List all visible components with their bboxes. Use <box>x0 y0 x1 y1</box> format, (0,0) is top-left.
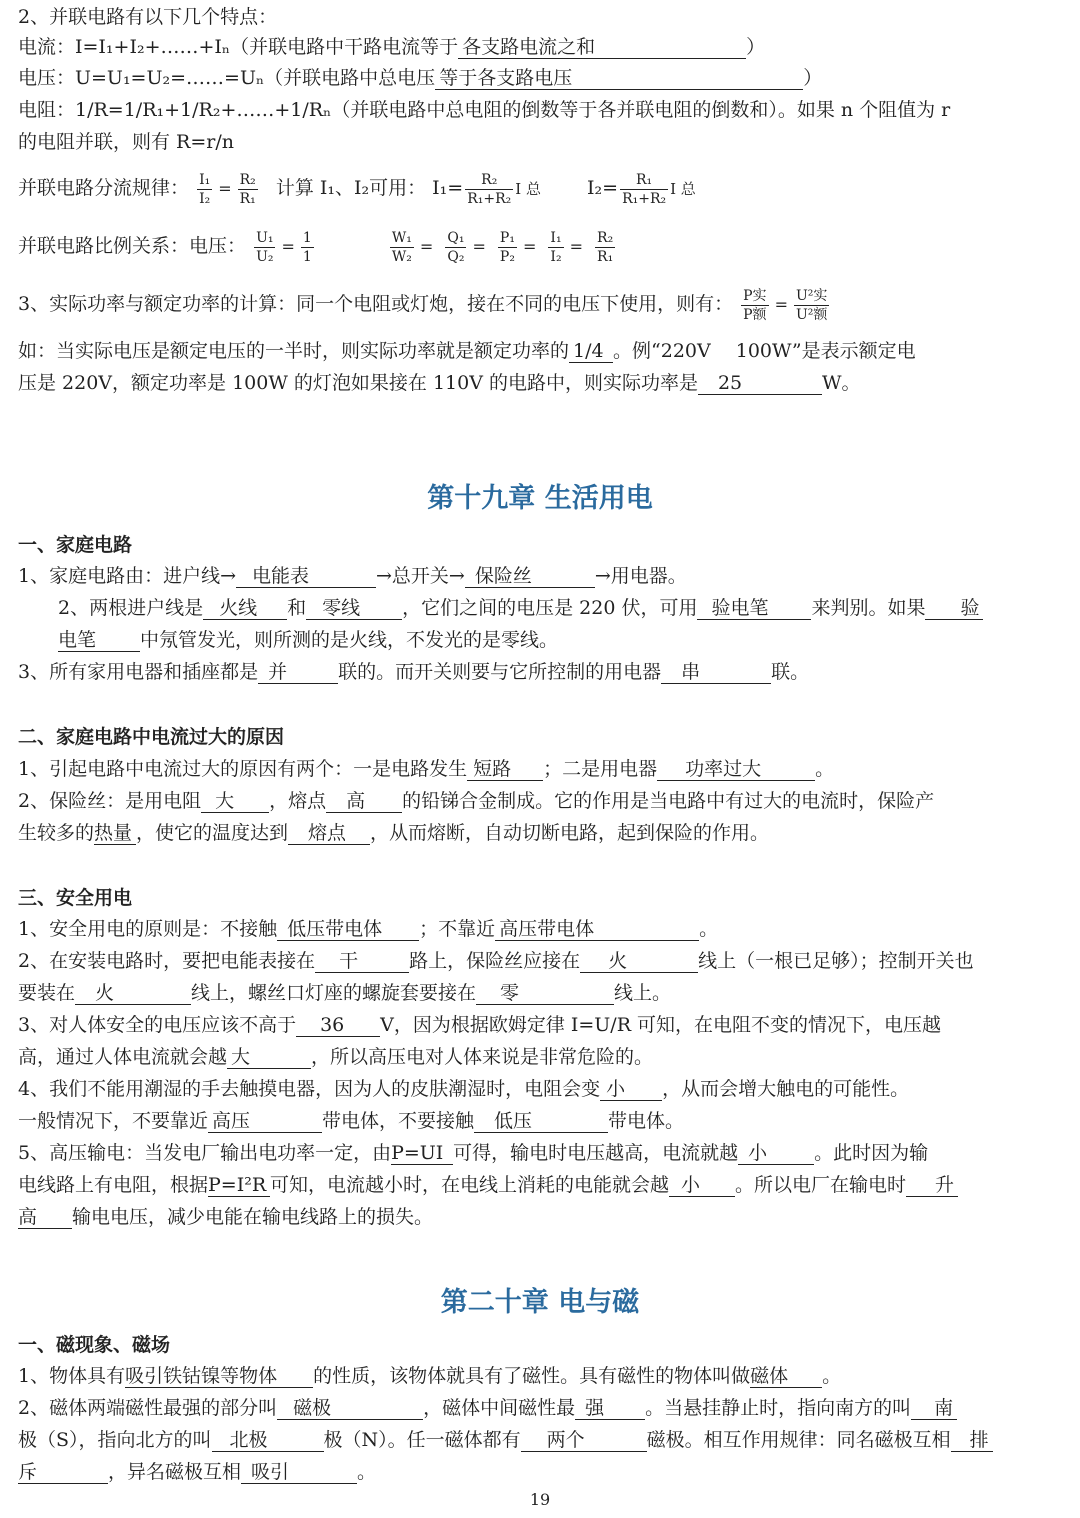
text-line: 3、所有家用电器和插座都是 并 联的。而开关则要与它所控制的用电器 串 联。 <box>18 661 810 683</box>
fraction: $\frac{\text{W₁}}{\text{W₂}}$ <box>391 229 412 265</box>
fraction: $\frac{\text{P实}}{\text{P额}}$ <box>743 287 767 323</box>
blank: 电笔 <box>58 629 140 652</box>
blank: 大 <box>227 1046 311 1069</box>
fraction: $\frac{\text{U₁}}{\text{U₂}}$ <box>256 229 274 265</box>
blank: 小 <box>600 1078 662 1101</box>
blank: 验 <box>925 597 983 620</box>
text-line: 1、引起电路中电流过大的原因有两个：一是电路发生 短路 ；二是用电器 功率过大 。 <box>18 758 835 780</box>
text-line: 斥 ，异名磁极互相 吸引 。 <box>18 1461 377 1483</box>
blank: 功率过大 <box>657 758 815 781</box>
fraction: $\frac{\text{R₂}}{\text{R₁}}$ <box>239 171 256 207</box>
fraction: $\frac{\text{I₁}}{\text{I₂}}$ <box>199 171 211 207</box>
fraction: $\frac{1}{1}$ <box>302 229 312 265</box>
power-line-1: 3、实际功率与额定功率的计算：同一个电阻或灯炮，接在不同的电压下使用，则有： $\frac{\text{P实}}{\text{P额}}$ = $\frac{\text{U²实}}{\text{U²额}}$ <box>18 287 828 323</box>
text-line: 一般情况下，不要靠近 高压 带电体，不要接触 低压 带电体。 <box>18 1110 685 1132</box>
blank: 排 <box>951 1429 993 1452</box>
par-ratio-line: 并联电路比例关系：电压： $\frac{\text{U₁}}{\text{U₂}}$ = $\frac{1}{1}$ $\frac{\text{W₁}}{\text{W₂}}$ = $\frac{\text{Q₁}}{\text{Q₂}}$ = $\frac{\text{P₁}}{\text{P₂}}$ = $\frac{\text{I₁}}{\text{I₂}}$ = $\frac{\text{R₂}}{\text{R₁}}$ <box>18 229 614 265</box>
blank: 两个 <box>521 1429 647 1452</box>
blank: 磁极 <box>277 1397 423 1420</box>
fraction: $\frac{\text{R₂}}{\text{R₁+R₂}}$ <box>467 171 512 207</box>
blank: 电能表 <box>236 565 376 588</box>
blank: 小 <box>738 1142 814 1165</box>
text-line: 2、保险丝：是用电阻 大 ，熔点 高 的铅锑合金制成。它的作用是当电路中有过大的电流时，保险产 <box>18 790 935 812</box>
section-heading: 一、磁现象、磁场 <box>18 1334 171 1356</box>
section-heading: 二、家庭电路中电流过大的原因 <box>18 726 285 748</box>
fraction: $\frac{\text{R₂}}{\text{R₁}}$ <box>597 229 614 265</box>
section-heading: 三、安全用电 <box>18 887 133 909</box>
blank: 吸引 <box>241 1461 357 1484</box>
text-line: 4、我们不能用潮湿的手去触摸电器，因为人的皮肤潮湿时，电阻会变 小 ，从而会增大触电的可能性。 <box>18 1078 910 1100</box>
fraction: $\frac{\text{Q₁}}{\text{Q₂}}$ <box>447 229 465 265</box>
blank: 斥 <box>18 1461 108 1484</box>
blank: 南 <box>911 1397 957 1420</box>
blank: 零线 <box>306 597 402 620</box>
par-voltage-line: 电压：U=U₁=U₂=……=Uₙ（并联电路中总电压 等于各支路电压 ） <box>18 67 823 89</box>
blank: 短路 <box>467 758 543 781</box>
blank: 干 <box>315 950 409 973</box>
blank: 36 <box>296 1014 380 1037</box>
text-line: 高 输电电压，减少电能在输电线路上的损失。 <box>18 1206 434 1228</box>
par-resistance-line-2: 的电阻并联，则有 R=r/n <box>18 131 234 153</box>
blank: 高压带电体 <box>495 918 699 941</box>
text-line: 2、磁体两端磁性最强的部分叫 磁极 ，磁体中间磁性最 强 。当悬挂静止时，指向南方的叫 南 <box>18 1393 1068 1423</box>
power-line-3: 压是 220V，额定功率是 100W 的灯泡如果接在 110V 的电路中，则实际功率是 25 W。 <box>18 372 861 394</box>
blank: 1/4 <box>569 340 613 363</box>
blank: 高 <box>326 790 402 813</box>
blank: 吸引铁钴镍等物体 <box>125 1365 313 1388</box>
fraction: $\frac{\text{P₁}}{\text{P₂}}$ <box>499 229 515 265</box>
text-line: 2、两根进户线是 火线 和 零线 ，它们之间的电压是 220 伏，可用 验电笔 来判别。如果 验 <box>58 593 1080 623</box>
text-line: 要装在 火 线上，螺丝口灯座的螺旋套要接在 零 线上。 <box>18 982 672 1004</box>
blank: 零 <box>476 982 614 1005</box>
text-line: 高，通过人体电流就会越 大 ，所以高压电对人体来说是非常危险的。 <box>18 1046 654 1068</box>
text-line: 2、在安装电路时，要把电能表接在 干 路上，保险丝应接在 火 线上（一根已足够）；控制开关也 <box>18 950 974 972</box>
text-line: 极（S），指向北方的叫 北极 极（N）。任一磁体都有 两个 磁极。相互作用规律：同名磁极互相 排 <box>18 1425 1068 1455</box>
blank: P=I²R <box>208 1174 270 1197</box>
power-line-2: 如：当实际电压是额定电压的一半时，则实际功率就是额定功率的 1/4 。例“220V 100W”是表示额定电 <box>18 340 916 362</box>
blank: 高 <box>18 1206 72 1229</box>
blank: 保险丝 <box>465 565 595 588</box>
blank: 北极 <box>212 1429 324 1452</box>
blank: 火线 <box>203 597 287 620</box>
section-heading: 一、家庭电路 <box>18 534 133 556</box>
blank: 火 <box>75 982 191 1005</box>
blank: 并 <box>258 661 338 684</box>
blank: 25 <box>698 372 822 395</box>
par-line-1: 2、并联电路有以下几个特点： <box>18 6 278 28</box>
chapter-20-title: 第二十章 电与磁 <box>440 1287 640 1318</box>
blank: 热量 <box>94 822 136 845</box>
par-division-line: 并联电路分流规律： $\frac{\text{I₁}}{\text{I₂}}$ = $\frac{\text{R₂}}{\text{R₁}}$ 计算 I₁、I₂可用： I₁= $\frac{\text{R₂}}{\text{R₁+R₂}}$ I 总 I₂= $\frac{\text{R₁}}{\text{R₁+R₂}}$ I 总 <box>18 171 696 207</box>
blank: 低压带电体 <box>277 918 419 941</box>
text-line: 电线路上有电阻，根据P=I²R 可知，电流越小时，在电线上消耗的电能就会越 小 。所以电厂在输电时 升 <box>18 1170 1068 1200</box>
fraction: $\frac{\text{I₁}}{\text{I₂}}$ <box>550 229 562 265</box>
text-line: 1、安全用电的原则是：不接触 低压带电体 ；不靠近 高压带电体 。 <box>18 918 719 940</box>
fraction: $\frac{\text{R₁}}{\text{R₁+R₂}}$ <box>622 171 667 207</box>
text-line: 1、家庭电路由：进户线→ 电能表 →总开关→ 保险丝 →用电器。 <box>18 565 687 587</box>
blank: 高压 <box>208 1110 322 1133</box>
blank: 小 <box>669 1174 735 1197</box>
chapter-19-title: 第十九章 生活用电 <box>427 483 653 514</box>
text-line: 5、高压输电：当发电厂输出电功率一定，由P=UI 可得，输电时电压越高，电流就越 小 。此时因为输 <box>18 1142 929 1164</box>
blank: 升 <box>906 1174 958 1197</box>
blank: P=UI <box>391 1142 453 1165</box>
blank: 火 <box>580 950 698 973</box>
blank: 串 <box>661 661 771 684</box>
blank: 强 <box>575 1397 645 1420</box>
text-line: 3、对人体安全的电压应该不高于 36 V，因为根据欧姆定律 I=U/R 可知，在电阻不变的情况下，电压越 <box>18 1014 942 1036</box>
text-line: 1、物体具有吸引铁钴镍等物体 的性质，该物体就具有了磁性。具有磁性的物体叫做磁体 。 <box>18 1365 842 1387</box>
blank: 低压 <box>474 1110 608 1133</box>
blank: 各支路电流之和 <box>458 36 746 59</box>
blank: 熔点 <box>288 822 370 845</box>
blank: 等于各支路电压 <box>435 67 803 90</box>
text-line: 生较多的热量 ，使它的温度达到 熔点 ，从而熔断，自动切断电路，起到保险的作用。 <box>18 822 770 844</box>
fraction: $\frac{\text{U²实}}{\text{U²额}}$ <box>795 287 828 323</box>
blank: 大 <box>201 790 269 813</box>
page-number: 19 <box>529 1490 551 1509</box>
par-resistance-line: 电阻：1/R=1/R₁+1/R₂+……+1/Rₙ（并联电路中总电阻的倒数等于各并联电阻的倒数和）。如果 n 个阻值为 r <box>18 99 951 121</box>
blank: 验电笔 <box>697 597 811 620</box>
blank: 磁体 <box>750 1365 822 1388</box>
par-current-line: 电流：I=I₁+I₂+……+Iₙ（并联电路中干路电流等于 各支路电流之和 ） <box>18 36 766 58</box>
text-line: 电笔 中氖管发光，则所测的是火线，不发光的是零线。 <box>58 629 559 651</box>
